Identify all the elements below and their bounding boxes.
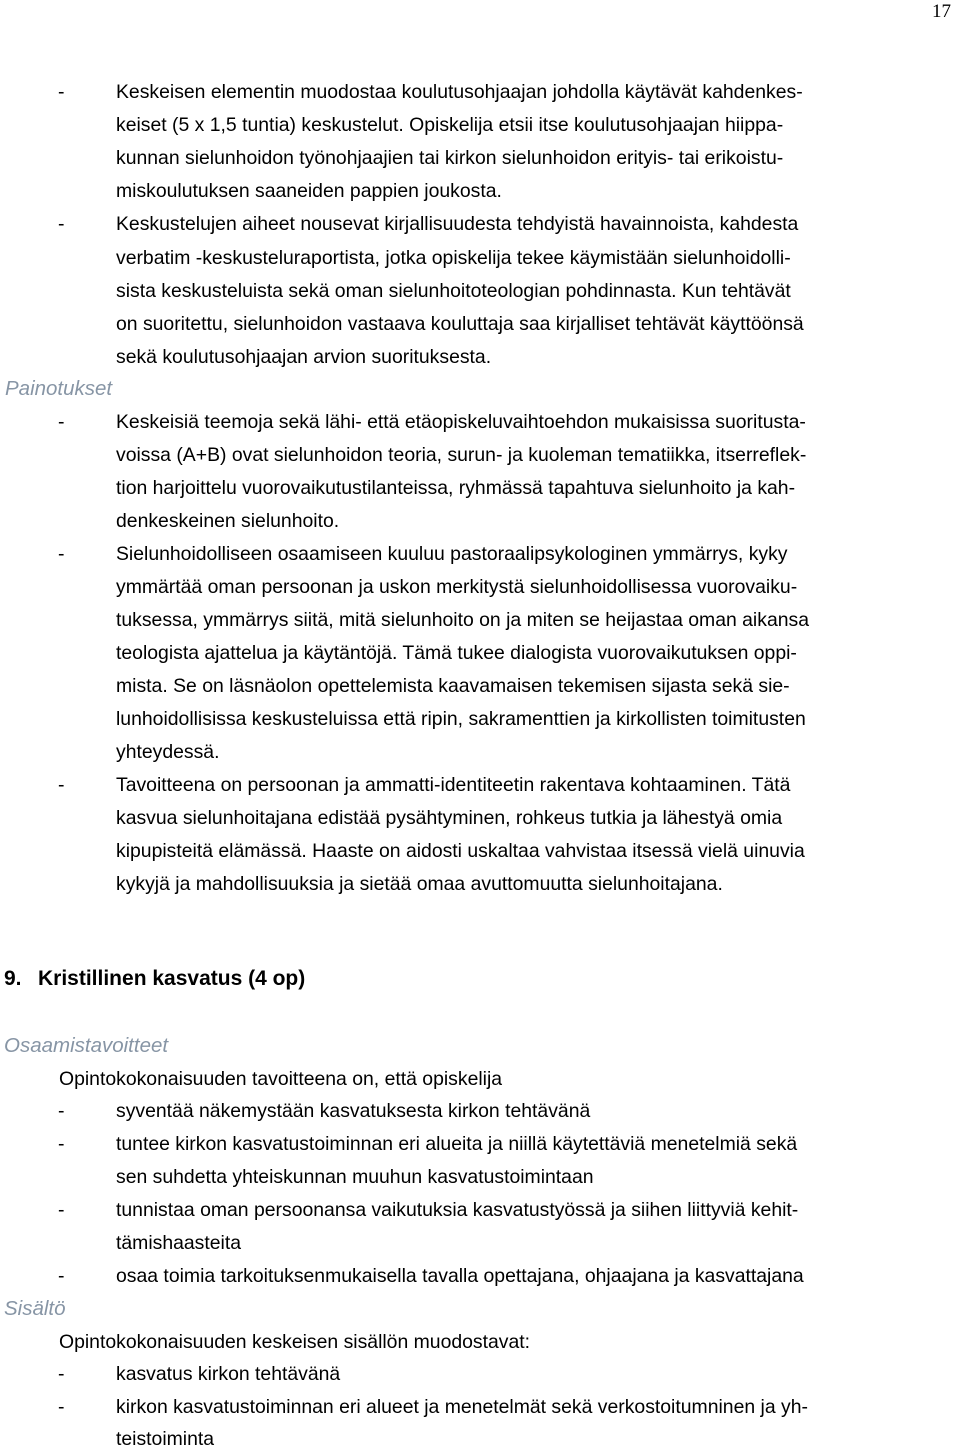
paragraph-line: kasvua sielunhoitajana edistää pysähtyminen, rohkeus tutkia ja lähestyä omia xyxy=(116,807,783,829)
bullet-dash: - xyxy=(58,411,65,433)
list-item-line: osaa toimia tarkoituksenmukaisella tavalla opettajana, ohjaajana ja kasvattajana xyxy=(116,1265,804,1287)
paragraph-line: Sielunhoidolliseen osaamiseen kuuluu pastoraalipsykologinen ymmärrys, kyky xyxy=(116,543,788,565)
bullet-dash: - xyxy=(58,1199,65,1221)
bullet-dash: - xyxy=(58,81,65,103)
list-item-line: sen suhdetta yhteiskunnan muuhun kasvatustoimintaan xyxy=(116,1166,594,1188)
paragraph-line: mista. Se on läsnäolon opettelemista kaavamaisen tekemisen sijasta sekä sie- xyxy=(116,675,790,697)
paragraph-line: denkeskeinen sielunhoito. xyxy=(116,510,340,532)
bullet-dash: - xyxy=(58,1265,65,1287)
list-item-line: tunnistaa oman persoonansa vaikutuksia kasvatustyössä ja siihen liittyviä kehit- xyxy=(116,1199,799,1221)
paragraph-line: tuksessa, ymmärrys siitä, mitä sielunhoito on ja miten se heijastaa oman aikansa xyxy=(116,609,809,631)
intro-line: Opintokokonaisuuden keskeisen sisällön muodostavat: xyxy=(59,1331,531,1353)
paragraph-line: kunnan sielunhoidon työnohjaajien tai kirkon sielunhoidon erityis- tai erikoistu- xyxy=(116,147,784,169)
paragraph-line: Keskustelujen aiheet nousevat kirjallisuudesta tehdyistä havainnoista, kahdesta xyxy=(116,213,799,235)
paragraph-line: miskoulutuksen saaneiden pappien joukosta. xyxy=(116,180,502,202)
paragraph-line: ymmärtää oman persoonan ja uskon merkitystä sielunhoidollisessa vuorovaiku- xyxy=(116,576,798,598)
bullet-dash: - xyxy=(58,1133,65,1155)
bullet-dash: - xyxy=(58,543,65,565)
list-item-line: syventää näkemystään kasvatuksesta kirkon tehtävänä xyxy=(116,1100,591,1122)
list-item-line: teistoiminta xyxy=(116,1428,215,1450)
paragraph-line: Keskeisen elementin muodostaa koulutusohjaajan johdolla käytävät kahdenkes- xyxy=(116,81,803,103)
paragraph-line: tion harjoittelu vuorovaikutustilanteissa, ryhmässä tapahtuva sielunhoito ja kah- xyxy=(116,477,796,499)
paragraph-line: Keskeisiä teemoja sekä lähi- että etäopiskeluvaihtoehdon mukaisissa suoritusta- xyxy=(116,411,806,433)
paragraph-line: on suoritettu, sielunhoidon vastaava kouluttaja saa kirjalliset tehtävät käyttöönsä xyxy=(116,313,804,335)
section-number: 9. xyxy=(4,967,22,990)
paragraph-line: keiset (5 x 1,5 tuntia) keskustelut. Opiskelija etsii itse koulutusohjaajan hiippa- xyxy=(116,114,784,136)
paragraph-line: lunhoidollisissa keskusteluissa että ripin, sakramenttien ja kirkollisten toimitusten xyxy=(116,708,806,730)
paragraph-line: sista keskusteluista sekä oman sielunhoitoteologian pohdinnasta. Kun tehtävät xyxy=(116,280,791,302)
paragraph-line: kipupisteitä elämässä. Haaste on aidosti uskaltaa vahvistaa itsessä vielä uinuvia xyxy=(116,840,805,862)
paragraph-line: sekä koulutusohjaajan arvion suorituksesta. xyxy=(116,346,492,368)
section-heading-osaamistavoitteet: Osaamistavoitteet xyxy=(4,1034,169,1057)
section-heading-painotukset: Painotukset xyxy=(5,377,113,400)
list-item-line: tuntee kirkon kasvatustoiminnan eri alueita ja niillä käytettäviä menetelmiä sekä xyxy=(116,1133,798,1155)
bullet-dash: - xyxy=(58,774,65,796)
paragraph-line: yhteydessä. xyxy=(116,741,220,763)
paragraph-line: teologista ajattelua ja käytäntöjä. Tämä tukee dialogista vuorovaikutuksen oppi- xyxy=(116,642,797,664)
paragraph-line: Tavoitteena on persoonan ja ammatti-identiteetin rakentava kohtaaminen. Tätä xyxy=(116,774,791,796)
intro-line: Opintokokonaisuuden tavoitteena on, että opiskelija xyxy=(59,1068,503,1090)
bullet-dash: - xyxy=(58,213,65,235)
bullet-dash: - xyxy=(58,1100,65,1122)
paragraph-line: verbatim -keskusteluraportista, jotka opiskelija tekee käymistään sielunhoidolli- xyxy=(116,247,791,269)
list-item-line: kirkon kasvatustoiminnan eri alueet ja menetelmät sekä verkostoitumninen ja yh- xyxy=(116,1396,808,1418)
section-title: Kristillinen kasvatus (4 op) xyxy=(38,967,306,990)
bullet-dash: - xyxy=(58,1396,65,1418)
paragraph-line: voissa (A+B) ovat sielunhoidon teoria, surun- ja kuoleman tematiikka, itserreflek- xyxy=(116,444,807,466)
page-number: 17 xyxy=(932,1,951,22)
paragraph-line: kykyjä ja mahdollisuuksia ja sietää omaa avuttomuutta sielunhoitajana. xyxy=(116,873,723,895)
list-item-line: tämishaasteita xyxy=(116,1232,242,1254)
bullet-dash: - xyxy=(58,1363,65,1385)
section-heading-sisalto: Sisältö xyxy=(4,1297,66,1320)
list-item-line: kasvatus kirkon tehtävänä xyxy=(116,1363,341,1385)
